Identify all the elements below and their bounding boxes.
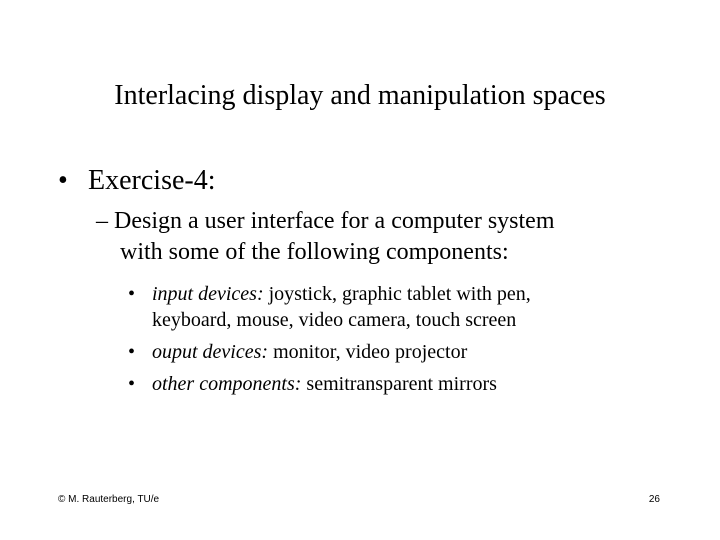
list-item-text: monitor, video projector — [268, 341, 468, 363]
footer-copyright: © M. Rauterberg, TU/e — [58, 494, 160, 505]
list-item-other-components — [128, 371, 531, 397]
bullet-icon: • — [128, 373, 136, 395]
list-item-label: other components: — [152, 373, 302, 395]
bullet-icon: • — [128, 341, 136, 363]
level2-line-2: with some of the following components: — [120, 239, 509, 265]
level2-line-1 — [96, 206, 555, 237]
list-item-line — [128, 281, 531, 307]
level1-text: Exercise-4: — [88, 165, 216, 196]
slide-title: Interlacing display and manipulation spaces — [114, 80, 606, 111]
bullet-icon: • — [128, 283, 136, 305]
list-item-text: joystick, graphic tablet with pen, — [263, 283, 531, 305]
level2-dash-item — [96, 206, 555, 268]
page-number: 26 — [648, 494, 660, 505]
level3-list — [128, 281, 531, 403]
list-item-text-continued: keyboard, mouse, video camera, touch screen — [152, 309, 517, 331]
dash-icon: – — [96, 208, 108, 234]
level2-text-1: Design a user interface for a computer system — [114, 208, 555, 234]
list-item-input-devices — [128, 281, 531, 333]
bullet-icon: • — [58, 165, 68, 196]
list-item-line — [128, 339, 531, 365]
list-item-line — [128, 371, 531, 397]
list-item-label: ouput devices: — [152, 341, 269, 363]
list-item-output-devices — [128, 339, 531, 365]
list-item-text: semitransparent mirrors — [301, 373, 497, 395]
level1-bullet-item — [58, 163, 216, 199]
list-item-label: input devices: — [152, 283, 264, 305]
